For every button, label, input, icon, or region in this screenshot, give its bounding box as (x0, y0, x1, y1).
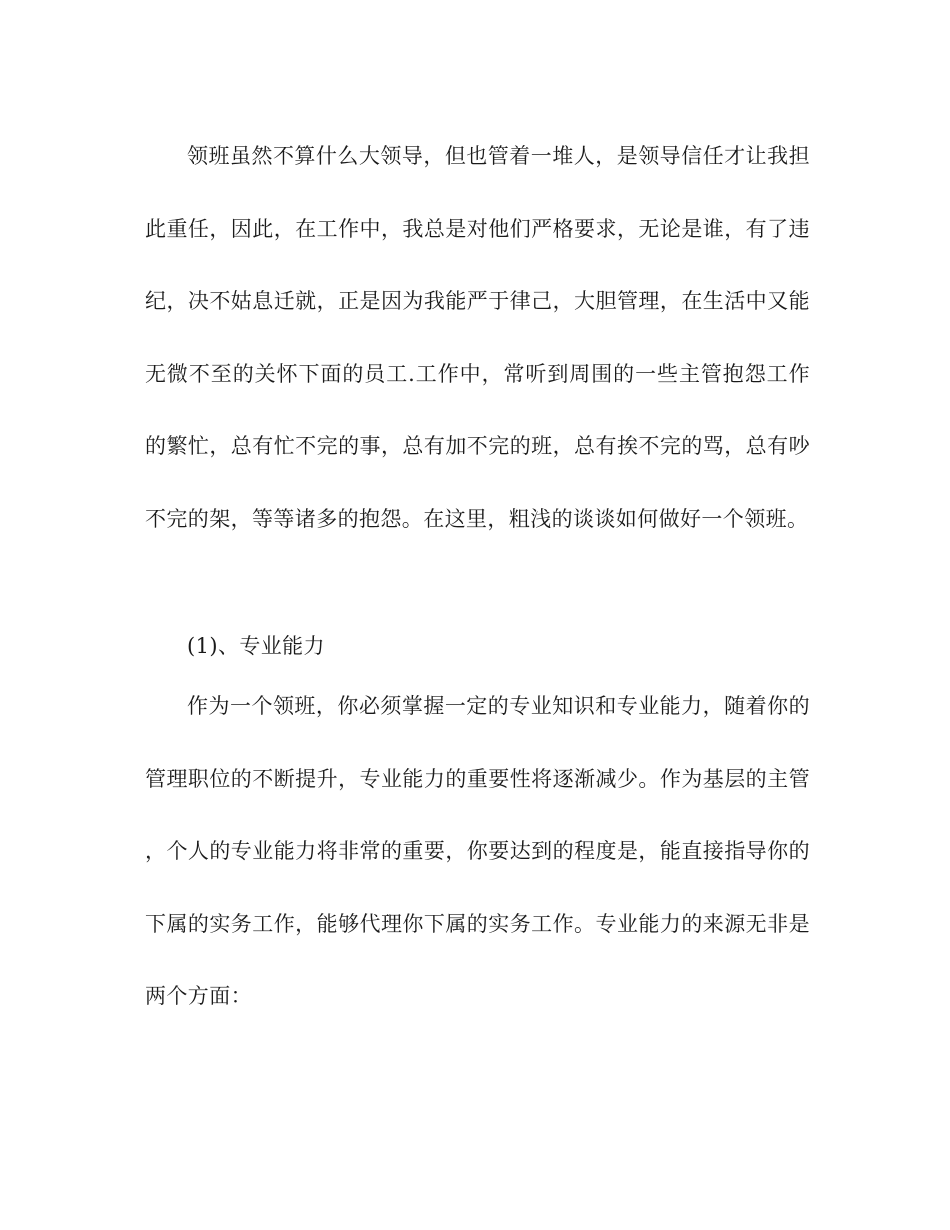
professional-ability-paragraph: 作为一个领班，你必须掌握一定的专业知识和专业能力，随着你的管理职位的不断提升，专业能力的重要性将逐渐减少。作为基层的主管，个人的专业能力将非常的重要，你要达到的程度是，能直接指导你的下属的实务工作，能够代理你下属的实务工作。专业能力的来源无非是两个方面： (145, 694, 810, 1008)
intro-paragraph: 领班虽然不算什么大领导，但也管着一堆人，是领导信任才让我担此重任，因此，在工作中，我总是对他们严格要求，无论是谁，有了违纪，决不姑息迁就，正是因为我能严于律己，大胆管理，在生活中又能无微不至的关怀下面的员工.工作中，常听到周围的一些主管抱怨工作的繁忙，总有忙不完的事，总有加不完的班，总有挨不完的骂，总有吵不完的架，等等诸多的抱怨。在这里，粗浅的谈谈如何做好一个领班。 (145, 144, 810, 531)
section-heading: (1)、专业能力 (187, 634, 325, 658)
